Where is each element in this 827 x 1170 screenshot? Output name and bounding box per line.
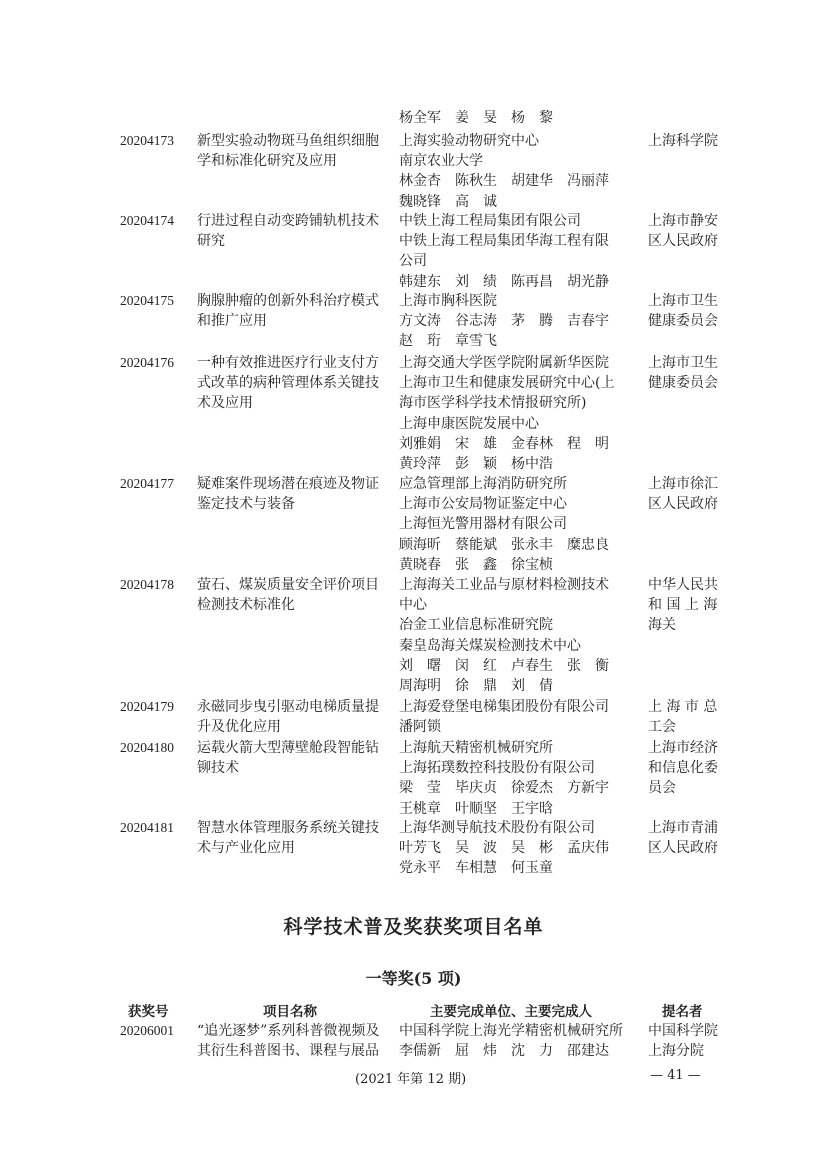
units-people-line: 上海拓璞数控科技股份有限公司 [399, 760, 595, 777]
units-people-line: 中国科学院上海光学精密机械研究所 [399, 1023, 623, 1039]
project-name-line: 检测技术标准化 [197, 597, 295, 614]
units-people-line: 上海海关工业品与原材料检测技术 [399, 577, 609, 593]
units-people-line: 黄玲萍 彭 颖 杨中浩 [399, 456, 553, 472]
award-number: 20204176 [120, 355, 174, 370]
units-people-line: 黄晓春 张 鑫 徐宝桢 [399, 556, 553, 573]
nominator-line: 健康委员会 [648, 375, 718, 392]
units-people-line: 周海明 徐 鼎 刘 倩 [399, 678, 553, 694]
nominator-line: 和信息化委 [648, 760, 718, 777]
units-people-line: 党永平 车相慧 何玉童 [399, 860, 553, 877]
nominator-line: 上 海 市 总 [648, 699, 718, 715]
units-people-line: 韩建东 刘 绩 陈再昌 胡光静 [399, 273, 609, 290]
nominator-line: 上海市卫生 [648, 355, 718, 371]
award-number: 20206001 [120, 1023, 174, 1038]
nominator-line: 上海市卫生 [648, 293, 718, 309]
units-people-line: 李儒新 屈 炜 沈 力 邵建达 [399, 1043, 609, 1060]
units-people-line: 秦皇岛海关煤炭检测技术中心 [399, 637, 581, 654]
header-nominator: 提名者 [662, 1004, 703, 1020]
units-people-line: 上海市胸科医院 [399, 293, 497, 309]
award-number: 20204178 [120, 577, 174, 592]
project-name-line: 升及优化应用 [197, 719, 281, 736]
units-people-line: 潘阿锁 [399, 719, 441, 736]
award-number: 20204177 [120, 476, 174, 491]
units-people-line: 冶金工业信息标准研究院 [399, 617, 553, 634]
project-name-line: 术及应用 [197, 395, 253, 412]
units-people-line: 中铁上海工程局集团有限公司 [399, 213, 581, 229]
units-people-line: 上海华测导航技术股份有限公司 [399, 820, 595, 836]
project-name-line: “追光逐梦”系列科普微视频及 [197, 1023, 380, 1039]
nominator-line: 上海市静安 [648, 213, 718, 229]
header-project-name: 项目名称 [263, 1004, 317, 1020]
section-title: 科学技术普及奖获奖项目名单 [283, 916, 544, 938]
units-people-line: 上海实验动物研究中心 [399, 133, 539, 149]
nominator-line: 区人民政府 [648, 496, 718, 513]
project-name-line: 和推广应用 [197, 313, 267, 330]
award-number: 20204181 [120, 820, 174, 835]
units-people-line: 刘 曙 闵 红 卢春生 张 衡 [399, 657, 609, 674]
project-name-line: 运载火箭大型薄壁舱段智能钻 [197, 740, 379, 756]
nominator-line: 海关 [648, 617, 676, 634]
units-people-line: 上海航天精密机械研究所 [399, 740, 553, 756]
units-people-line: 应急管理部上海消防研究所 [399, 476, 567, 492]
units-people-line: 林金杏 陈秋生 胡建华 冯丽萍 [399, 173, 609, 190]
project-name-line: 行进过程自动变跨铺轨机技术 [197, 213, 379, 229]
project-name-line: 式改革的病种管理体系关键技 [197, 375, 379, 392]
project-name-line: 胸腺肿瘤的创新外科治疗模式 [197, 293, 379, 309]
project-name-line: 智慧水体管理服务系统关键技 [197, 820, 379, 836]
nominator-line: 上海市徐汇 [648, 476, 718, 492]
nominator-line: 工会 [648, 719, 676, 736]
project-name-line: 学和标准化研究及应用 [197, 153, 337, 170]
units-people-line: 中铁上海工程局集团华海工程有限 [399, 233, 609, 250]
award-number: 20204174 [120, 213, 174, 228]
header-units: 主要完成单位、主要完成人 [430, 1004, 592, 1020]
nominator-line: 中国科学院 [648, 1023, 718, 1039]
nominator-line: 上海科学院 [648, 133, 718, 149]
project-name-line: 术与产业化应用 [197, 840, 295, 857]
nominator-line: 区人民政府 [648, 233, 718, 250]
award-number: 20204175 [120, 293, 174, 308]
project-name-line: 铆技术 [197, 760, 239, 777]
units-people-line: 上海市卫生和健康发展研究中心(上 [399, 375, 615, 392]
issue-footer: (2021 年第 12 期) [355, 1072, 467, 1087]
units-people-line: 上海市公安局物证鉴定中心 [399, 496, 567, 513]
project-name-line: 一种有效推进医疗行业支付方 [197, 355, 379, 371]
award-number: 20204180 [120, 740, 174, 755]
units-people-line: 海市医学科学技术情报研究所) [399, 395, 587, 412]
units-people-line: 上海爱登堡电梯集团股份有限公司 [399, 699, 609, 715]
units-people-line: 顾海昕 蔡能斌 张永丰 糜忠良 [399, 536, 609, 553]
units-people-line: 中心 [399, 597, 427, 614]
units-people-line: 梁 莹 毕庆贞 徐爱杰 方新宇 [399, 780, 609, 797]
header-award-id: 获奖号 [128, 1004, 169, 1020]
project-name-line: 鉴定技术与装备 [197, 496, 295, 513]
award-number: 20204173 [120, 133, 174, 148]
units-people-line: 上海交通大学医学院附属新华医院 [399, 355, 609, 371]
nominator-line: 员会 [648, 780, 676, 797]
units-people-line: 赵 珩 章雪飞 [399, 333, 497, 350]
units-people-line: 刘雅娟 宋 雄 金春林 程 明 [399, 435, 609, 452]
units-people-line: 王桃章 叶顺坚 王宇晗 [399, 800, 553, 817]
project-name-line: 永磁同步曳引驱动电梯质量提 [197, 699, 379, 715]
project-name-line: 萤石、煤炭质量安全评价项目 [197, 577, 379, 593]
project-name-line: 研究 [197, 233, 225, 250]
nominator-line: 上海市经济 [648, 740, 718, 756]
units-people-line: 上海恒光警用器材有限公司 [399, 516, 567, 533]
units-people-line: 杨全军 姜 旻 杨 黎 [399, 110, 553, 126]
page-number: — 41 — [650, 1068, 701, 1083]
project-name-line: 其衍生科普图书、课程与展品 [197, 1043, 379, 1060]
nominator-line: 健康委员会 [648, 313, 718, 330]
project-name-line: 新型实验动物斑马鱼组织细胞 [197, 133, 379, 149]
nominator-line: 区人民政府 [648, 840, 718, 857]
units-people-line: 上海申康医院发展中心 [399, 415, 539, 432]
nominator-line: 中华人民共 [648, 577, 718, 593]
nominator-line: 上海分院 [648, 1043, 704, 1060]
award-number: 20204179 [120, 699, 174, 714]
project-name-line: 疑难案件现场潜在痕迹及物证 [197, 476, 379, 492]
units-people-line: 魏晓锋 高 诚 [399, 193, 497, 210]
nominator-line: 上海市青浦 [648, 820, 718, 836]
award-level-heading: 一等奖(5 项) [365, 969, 462, 988]
nominator-line: 和 国 上 海 [648, 597, 718, 614]
units-people-line: 公司 [399, 253, 427, 270]
units-people-line: 叶芳飞 吴 波 吴 彬 孟庆伟 [399, 840, 609, 857]
units-people-line: 南京农业大学 [399, 153, 483, 170]
units-people-line: 方文涛 谷志涛 茅 腾 吉春宇 [399, 313, 609, 330]
